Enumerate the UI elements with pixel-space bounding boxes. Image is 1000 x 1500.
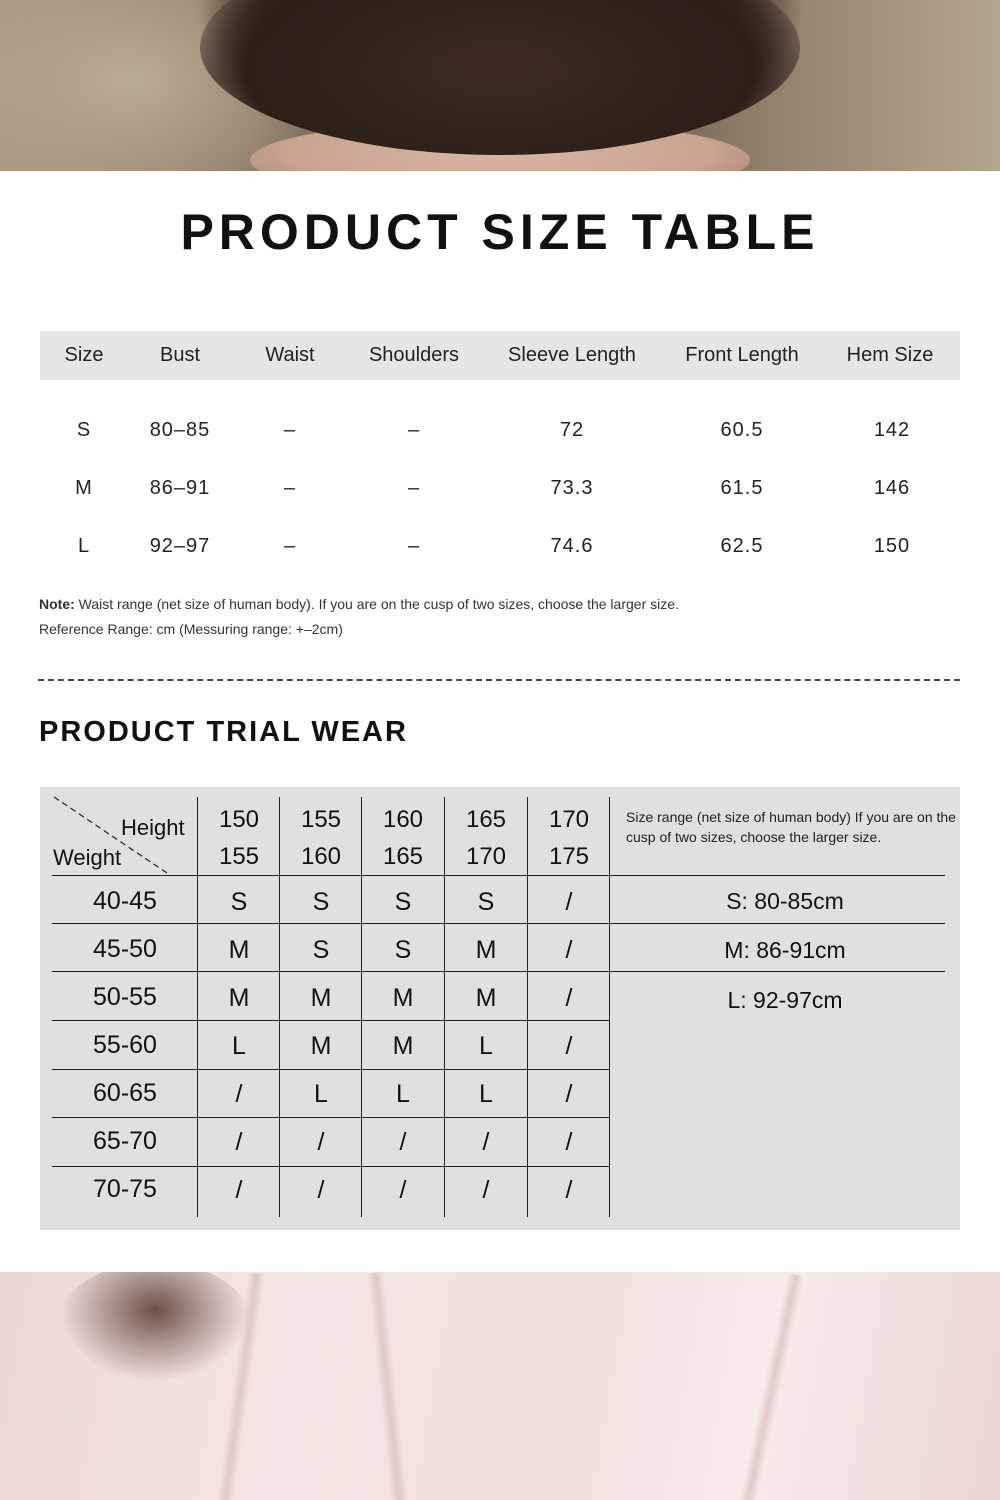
size-cell: / [317, 1176, 325, 1204]
corner-height-label: Height [121, 815, 185, 840]
size-cell: S [230, 888, 248, 916]
size-cell: / [235, 1176, 243, 1204]
grid-hline [610, 923, 945, 924]
size-cell: M [228, 984, 250, 1012]
size-cell: M [475, 936, 497, 964]
cell-hem: 142 [873, 419, 911, 441]
grid-hline [610, 875, 945, 876]
weight-row-label: 40-45 [93, 887, 157, 915]
size-cell: / [565, 888, 573, 916]
size-cell: / [565, 1128, 573, 1156]
size-cell: / [317, 1128, 325, 1156]
grid-hline [610, 971, 945, 972]
weight-row-label: 50-55 [93, 983, 157, 1011]
size-cell: L [479, 1080, 493, 1108]
grid-hline [52, 1020, 610, 1021]
cell-bust: 80–85 [149, 419, 211, 441]
size-cell: S [312, 936, 330, 964]
size-cell: S [394, 936, 412, 964]
size-cell: M [310, 984, 332, 1012]
cell-front: 61.5 [720, 477, 764, 499]
cell-size: M [75, 477, 93, 499]
size-cell: M [392, 984, 414, 1012]
size-table-header [40, 331, 960, 380]
grid-hline [52, 1117, 610, 1118]
header-waist: Waist [265, 344, 315, 366]
note-label: Note: [39, 596, 75, 612]
size-cell: / [399, 1176, 407, 1204]
size-cell: L [314, 1080, 328, 1108]
header-front-length: Front Length [685, 344, 799, 366]
photo-fabric-fold [733, 1273, 805, 1500]
trial-wear-title: PRODUCT TRIAL WEAR [39, 716, 408, 748]
cell-sleeve: 73.3 [550, 477, 594, 499]
weight-row-label: 60-65 [93, 1079, 157, 1107]
grid-hline [52, 1069, 610, 1070]
cell-shoulders: – [407, 419, 421, 441]
page-title: PRODUCT SIZE TABLE [180, 204, 820, 260]
header-sleeve-length: Sleeve Length [508, 344, 636, 366]
header-bust: Bust [159, 344, 201, 366]
weight-row-label: 65-70 [93, 1127, 157, 1155]
cell-bust: 92–97 [149, 535, 211, 557]
corner-weight-label: Weight [53, 845, 122, 870]
size-cell: / [235, 1128, 243, 1156]
size-cell: S [394, 888, 412, 916]
size-cell: M [475, 984, 497, 1012]
size-cell: M [310, 1032, 332, 1060]
cell-size: S [76, 419, 92, 441]
size-cell: M [228, 936, 250, 964]
bust-range-s: S: 80-85cm [726, 888, 844, 914]
size-cell: S [312, 888, 330, 916]
weight-row-label: 55-60 [93, 1031, 157, 1059]
height-col-3: 160 165 [382, 806, 424, 870]
bust-range-m: M: 86-91cm [724, 937, 846, 963]
size-cell: / [399, 1128, 407, 1156]
top-model-photo [0, 0, 1000, 171]
size-cell: / [565, 1080, 573, 1108]
size-cell: L [479, 1032, 493, 1060]
note-text: Waist range (net size of human body). If you are on the cusp of two sizes, choose the larger size. [74, 596, 679, 612]
cell-bust: 86–91 [149, 477, 211, 499]
cell-front: 62.5 [720, 535, 764, 557]
size-cell: / [565, 1176, 573, 1204]
size-cell: L [232, 1032, 246, 1060]
photo-hair [200, 0, 800, 155]
reference-range-note: Reference Range: cm (Messuring range: +–2cm) [39, 621, 343, 637]
height-col-2: 155 160 [300, 806, 342, 870]
photo-fabric-fold [366, 1272, 411, 1500]
size-cell: / [235, 1080, 243, 1108]
cell-waist: – [283, 477, 297, 499]
cell-hem: 146 [873, 477, 911, 499]
height-col-1: 150 155 [218, 806, 260, 870]
height-col-5: 170 175 [548, 806, 590, 870]
size-range-note: Size range (net size of human body) If you are on the cusp of two sizes, choose the larger size. [626, 809, 956, 845]
height-col-4: 165 170 [465, 806, 507, 870]
header-size: Size [64, 344, 104, 366]
size-cell: / [565, 936, 573, 964]
size-cell: / [482, 1128, 490, 1156]
cell-waist: – [283, 535, 297, 557]
weight-row-label: 45-50 [93, 935, 157, 963]
size-cell: / [482, 1176, 490, 1204]
grid-hline [52, 971, 610, 972]
size-cell: / [565, 1032, 573, 1060]
cell-shoulders: – [407, 535, 421, 557]
bottom-garment-photo [0, 1272, 1000, 1500]
size-cell: / [565, 984, 573, 1012]
weight-row-label: 70-75 [93, 1175, 157, 1203]
cell-hem: 150 [873, 535, 911, 557]
size-cell: L [396, 1080, 410, 1108]
trial-wear-table [40, 787, 960, 1230]
size-cell: S [477, 888, 495, 916]
cell-waist: – [283, 419, 297, 441]
section-divider [38, 679, 960, 681]
cell-sleeve: 74.6 [550, 535, 594, 557]
photo-hair-tuft [60, 1272, 250, 1382]
size-cell: M [392, 1032, 414, 1060]
grid-hline [52, 923, 610, 924]
header-hem-size: Hem Size [846, 344, 934, 366]
grid-hline [52, 875, 610, 876]
bust-range-l: L: 92-97cm [727, 987, 843, 1013]
grid-hline [52, 1166, 610, 1167]
size-note [39, 596, 679, 612]
cell-size: L [77, 535, 91, 557]
cell-front: 60.5 [720, 419, 764, 441]
cell-sleeve: 72 [559, 419, 585, 441]
header-shoulders: Shoulders [368, 344, 460, 366]
cell-shoulders: – [407, 477, 421, 499]
